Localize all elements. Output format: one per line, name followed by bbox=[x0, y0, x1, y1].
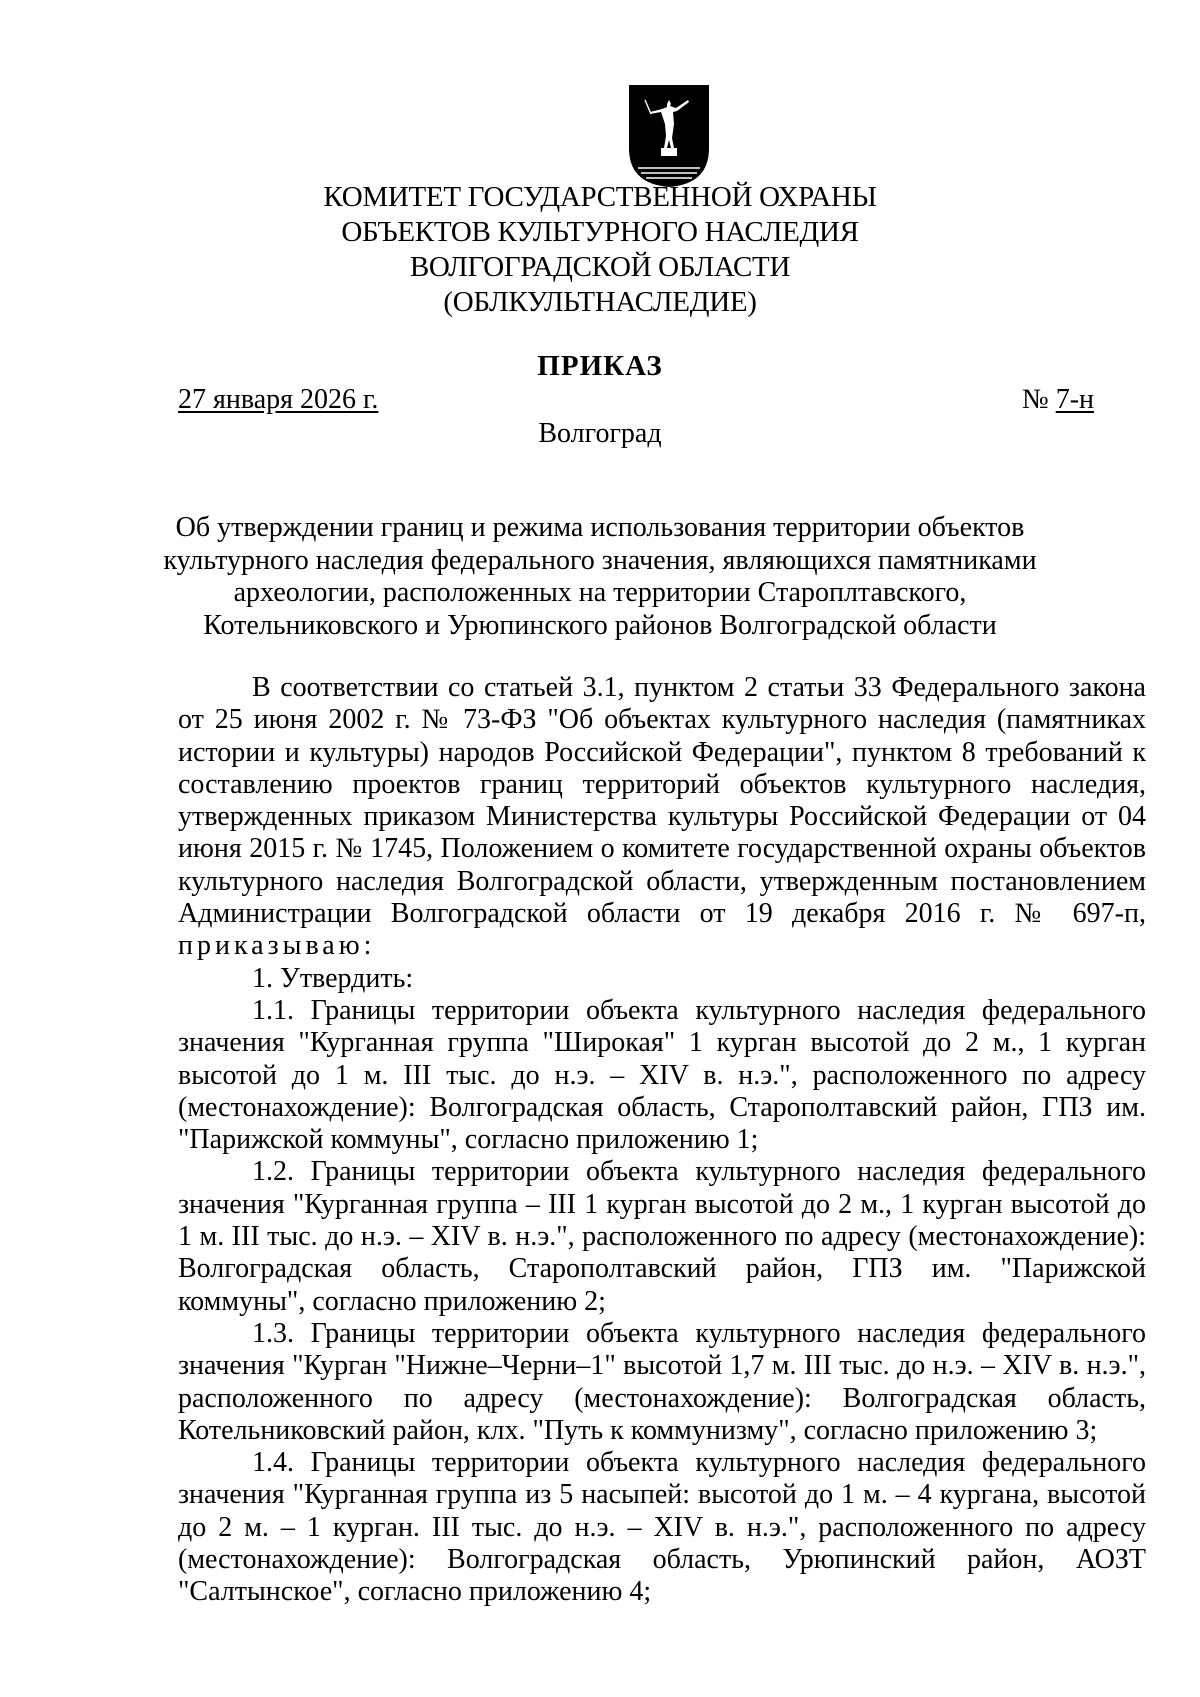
org-line: ОБЪЕКТОВ КУЛЬТУРНОГО НАСЛЕДИЯ bbox=[341, 216, 859, 248]
subject-line: культурного наследия федерального значения, являющихся памятниками bbox=[163, 544, 1037, 576]
order-number-value: 7-н bbox=[1055, 384, 1094, 415]
item-1: 1. Утвердить: bbox=[252, 962, 414, 994]
item-1-4: 1.4. Границы территории объекта культурного наследия федерального значения "Курганная группа из 5 насыпей: высотой до 1 м. – 4 кургана, высотой до 2 м. – 1 курган. III тыс. до н.э. – XIV в. н.э.", расположенного по адресу (местонахождение): Волгоградская область, Урюпинский район, АОЗТ "Салтынское", согласно приложению 4; bbox=[178, 1447, 1146, 1608]
order-subject bbox=[160, 512, 1040, 642]
document-type: ПРИКАЗ bbox=[537, 350, 663, 382]
item-1-3: 1.3. Границы территории объекта культурного наследия федерального значения "Курган "Нижне–Черни–1" высотой 1,7 м. III тыс. до н.э. – XIV в. н.э.", расположенного по адресу (местонахождение): Волгоградская область, Котельниковский район, клх. "Путь к коммунизму", согласно приложению 3; bbox=[178, 1317, 1146, 1446]
subject-line: Об утверждении границ и режима использования территории объектов bbox=[175, 512, 1025, 543]
coat-of-arms-icon bbox=[628, 84, 710, 188]
org-line: КОМИТЕТ ГОСУДАРСТВЕННОЙ ОХРАНЫ bbox=[323, 181, 877, 213]
item-1-2: 1.2. Границы территории объекта культурного наследия федерального значения "Курганная группа – III 1 курган высотой до 2 м., 1 курган высотой до 1 м. III тыс. до н.э. – XIV в. н.э.", расположенного по адресу (местонахождение): Волгоградская область, Старополтавский район, ГПЗ им. "Парижской коммуны", согласно приложению 2; bbox=[178, 1156, 1146, 1317]
order-number bbox=[1022, 384, 1094, 416]
order-number-prefix: № bbox=[1021, 384, 1056, 415]
item-1-1: 1.1. Границы территории объекта культурного наследия федерального значения "Курганная группа "Широкая" 1 курган высотой до 2 м., 1 курган высотой до 1 м. III тыс. до н.э. – XIV в. н.э.", расположенного по адресу (местонахождение): Волгоградская область, Старополтавский район, ГПЗ им. "Парижской коммуны", согласно приложению 1; bbox=[178, 994, 1146, 1156]
order-word: приказываю: bbox=[178, 930, 376, 962]
org-line: ВОЛГОГРАДСКОЙ ОБЛАСТИ bbox=[409, 251, 791, 283]
subject-line: археологии, расположенных на территории Староплтавского, bbox=[233, 577, 967, 608]
order-date: 27 января 2026 г. bbox=[178, 384, 379, 415]
subject-line: Котельниковского и Урюпинского районов Волгоградской области bbox=[203, 609, 997, 641]
order-body bbox=[178, 672, 1146, 1609]
order-city: Волгоград bbox=[538, 418, 662, 449]
preamble-paragraph bbox=[178, 672, 1146, 963]
issuing-authority bbox=[0, 180, 1200, 320]
preamble-text: В соответствии со статьей 3.1, пунктом 2 статьи 33 Федерального закона от 25 июня 2002 г. № 73-ФЗ "Об объектах культурного наследия (памятниках истории и культуры) народов Российской Федерации", пунктом 8 требований к составлению проектов границ территорий объектов культурного наследия, утвержденных приказом Министерства культуры Российской Федерации от 04 июня 2015 г. № 1745, Положением о комитете государственной охраны объектов культурного наследия Волгоградской области, утвержденным постановлением Администрации Волгоградской области от 19 декабря 2016 г. № 697-п, bbox=[178, 672, 1146, 930]
org-line: (ОБЛКУЛЬТНАСЛЕДИЕ) bbox=[443, 286, 757, 318]
